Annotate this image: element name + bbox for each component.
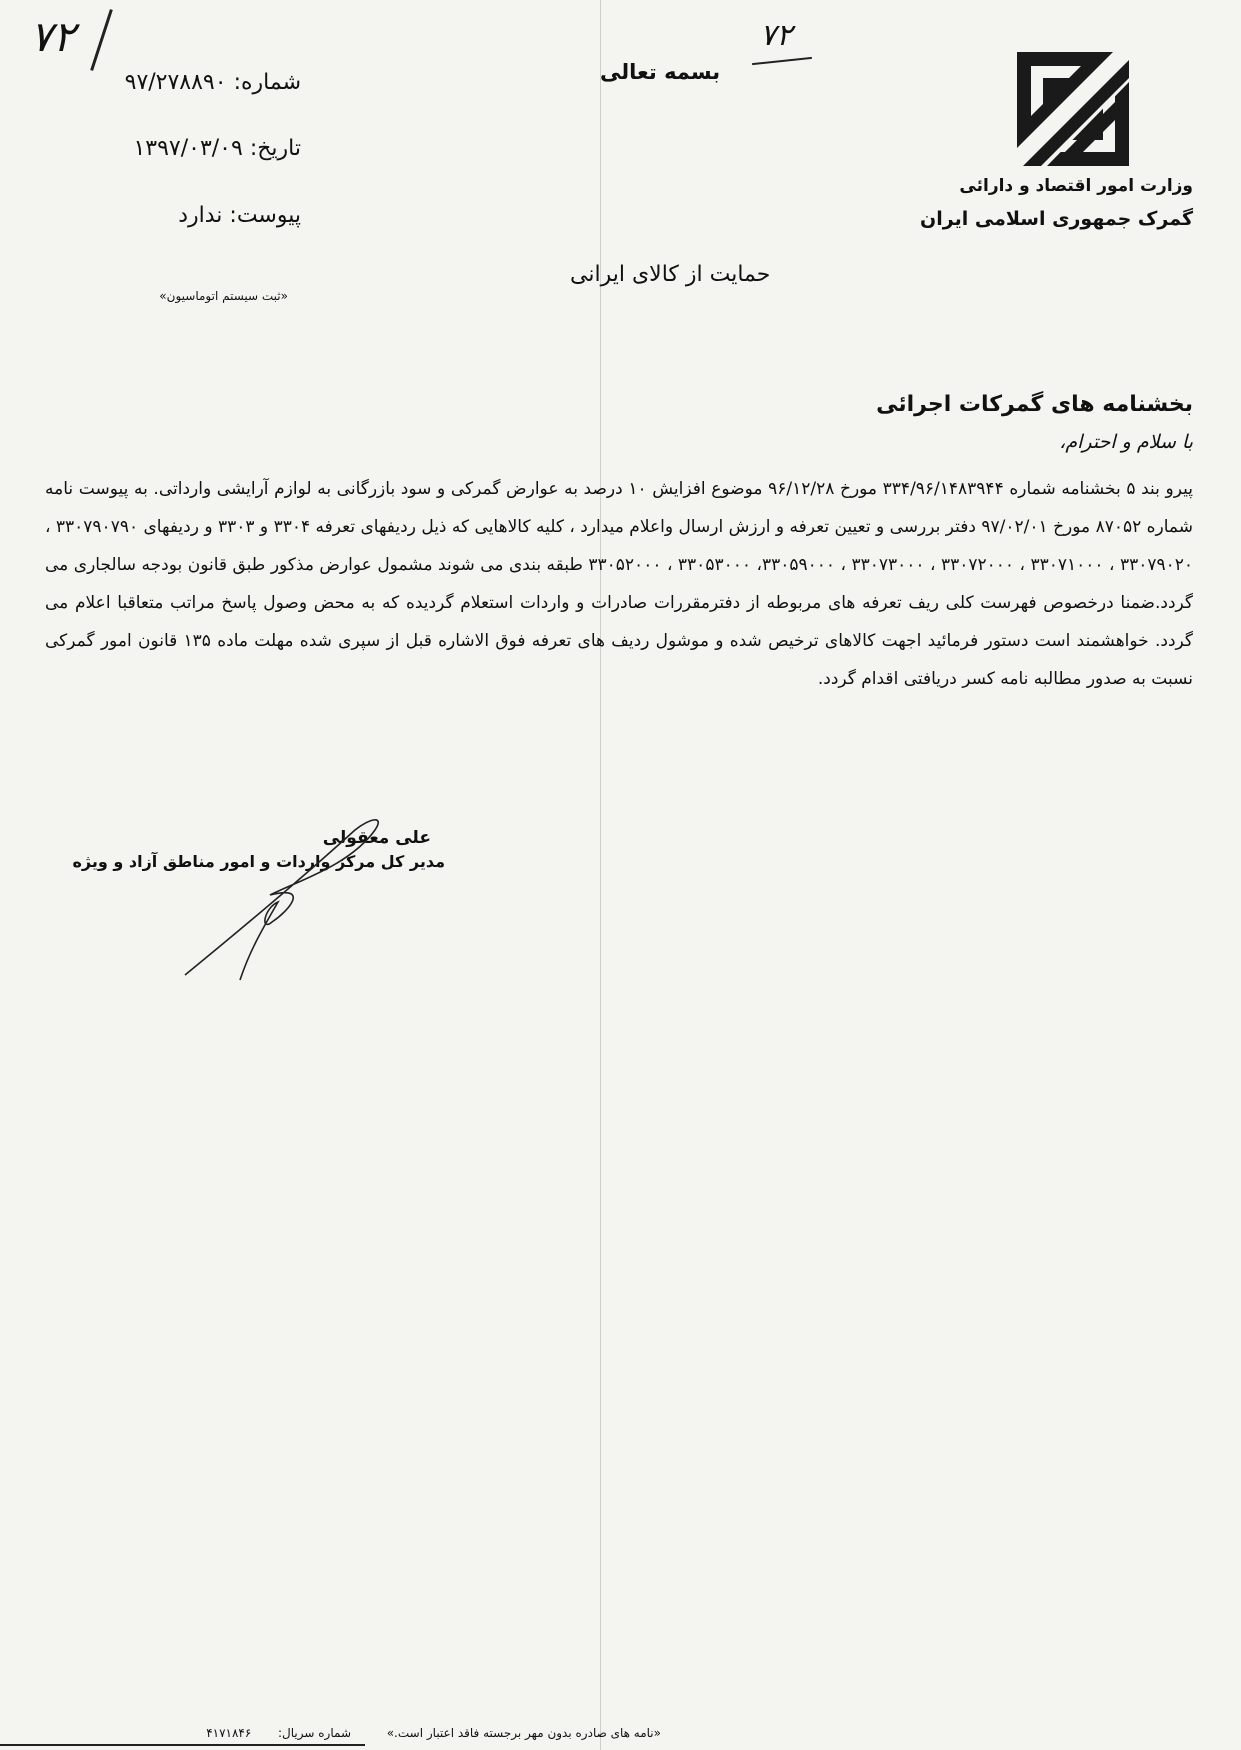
- letter-number-value: ۹۷/۲۷۸۸۹۰: [124, 70, 227, 95]
- serial-label: شماره سریال:: [278, 1726, 351, 1740]
- letter-number-row: [125, 70, 301, 95]
- letter-date-value: ۱۳۹۷/۰۳/۰۹: [133, 136, 243, 161]
- letter-date-row: [133, 136, 301, 161]
- handwritten-page-number: ۷۲: [760, 18, 793, 53]
- slogan: حمایت از کالای ایرانی: [570, 262, 771, 287]
- attachment-row: [178, 203, 301, 228]
- attachment-value: ندارد: [178, 203, 223, 228]
- corner-slash-mark: [90, 9, 113, 71]
- customs-logo-icon: [1017, 52, 1129, 166]
- footer-rule: [0, 1744, 365, 1746]
- automation-note: «ثبت سیستم اتوماسیون»: [159, 289, 288, 303]
- signer-name: علی معقولی: [322, 828, 431, 848]
- ministry-name: وزارت امور اقتصاد و دارائی: [959, 176, 1193, 196]
- attachment-label: پیوست:: [229, 203, 301, 228]
- bismillah-heading: بسمه تعالی: [600, 60, 721, 84]
- handwritten-corner-number: ۷۲: [30, 12, 76, 61]
- letter-body: پیرو بند ۵ بخشنامه شماره ۳۳۴/۹۶/۱۴۸۳۹۴۴ مورخ ۹۶/۱۲/۲۸ موضوع افزایش ۱۰ درصد به عوارض گمرکی و سود بازرگانی به لوازم آرایشی وارداتی. به پیوست نامه شماره ۸۷۰۵۲ مورخ ۹۷/۰۲/۰۱ دفتر بررسی و تعیین تعرفه و ارزش ارسال واعلام میدارد ، کلیه کالاهایی که ذیل ردیفهای تعرفه ۳۳۰۴ و ۳۳۰۳ و ردیفهای ۳۳۰۷۹۰۷۹۰ ، ۳۳۰۷۹۰۲۰ ، ۳۳۰۷۱۰۰۰ ، ۳۳۰۷۲۰۰۰ ، ۳۳۰۷۳۰۰۰ ، ۳۳۰۵۹۰۰۰، ۳۳۰۵۳۰۰۰ ، ۳۳۰۵۲۰۰۰ طبقه بندی می شوند مشمول عوارض مذکور طبق قانون بودجه سالجاری می گردد.ضمنا درخصوص فهرست کلی ریف تعرفه های مربوطه از دفترمقررات صادرات و واردات استعلام گردیده که به محض وصول پاسخ مراتب متعاقبا اعلام می گردد. خواهشمند است دستور فرمائید اجهت کالاهای ترخیص شده و موشول ردیف های تعرفه فوق الاشاره قبل از سپری شده مهلت ماده ۱۳۵ قانون امور گمرکی نسبت به صدور مطالبه نامه کسر دریافتی اقدام گردد.: [45, 479, 1194, 689]
- footer-serial: [206, 1726, 351, 1740]
- handwritten-signature: [180, 810, 410, 990]
- footer-validity-note: «نامه های صادره بدون مهر برجسته فاقد اعتبار است.»: [386, 1726, 661, 1740]
- greeting-text: با سلام و احترام،: [1059, 431, 1193, 453]
- organization-name: گمرک جمهوری اسلامی ایران: [920, 208, 1193, 230]
- letter-number-label: شماره:: [233, 70, 301, 95]
- addressee-heading: بخشنامه های گمرکات اجرائی: [876, 392, 1193, 417]
- signer-title: مدیر کل مرکز واردات و امور مناطق آزاد و ویژه: [72, 852, 445, 871]
- serial-value: ۴۱۷۱۸۴۶: [206, 1726, 252, 1740]
- page-number-underline: [752, 57, 812, 65]
- letter-date-label: تاریخ:: [249, 136, 301, 161]
